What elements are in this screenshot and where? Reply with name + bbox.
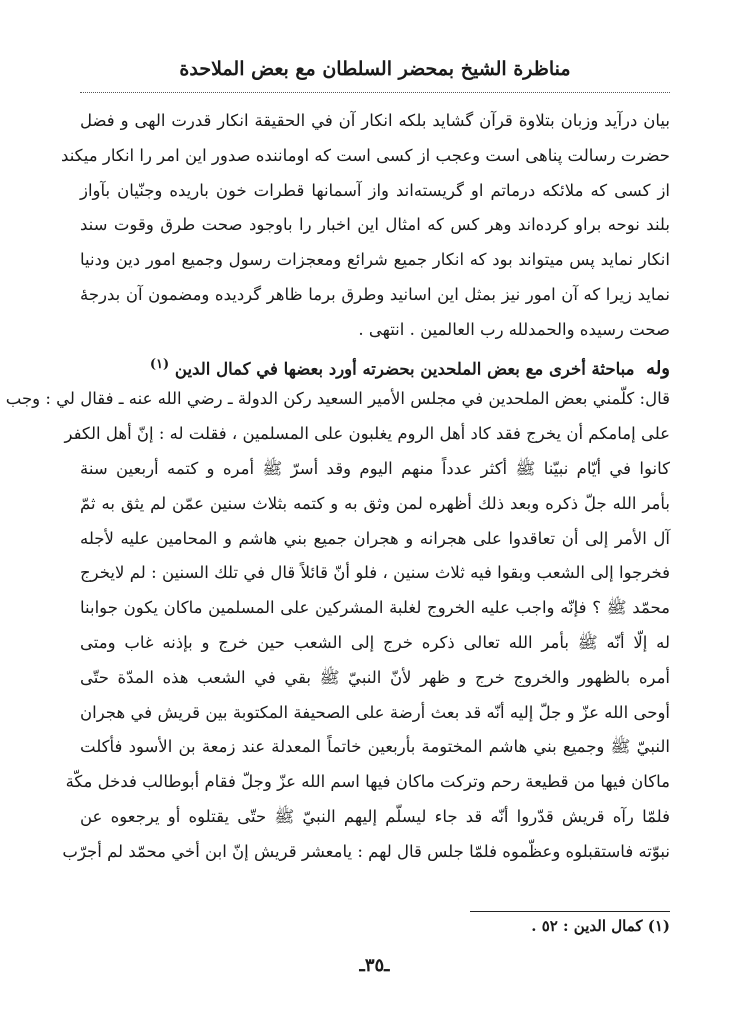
heading-lead: وله <box>646 358 670 380</box>
section-heading <box>80 348 670 383</box>
arabic-line: نبوّته فاستقبلوه وعظّموه فلمّا جلس قال لهم : يامعشر قريش إنّ ابن أخي محمّد لم أجرّب <box>62 841 670 861</box>
persian-line: بیان درآید وزبان بتلاوة قرآن گشاید بلکه انکار آن في الحقیقة انکار قدرت الهی و فضل <box>80 111 670 130</box>
footnote: (١) كمال الدين : ٥٢ . <box>531 917 670 935</box>
arabic-line: كانوا في أيّام نبيّنا ﷺ أكثر عدداً منهم اليوم وقد أسرّ ﷺ أمره و كتمه أربعين سنة <box>80 458 670 478</box>
arabic-line: على إمامكم أن يخرج فقد كاد أهل الروم يغلبون على المسلمين ، فقلت له : إنّ أهل الكفر <box>64 424 670 444</box>
arabic-line: ماكان فيها من قطيعة رحم وتركت ماكان فيها اسم الله عزّ وجلّ فقام أبوطالب فدخل مكّة <box>65 772 670 792</box>
persian-line: انکار نماید پس میتواند بود که انکار جمیع شرائع ومعجزات رسول وجمیع امور دین ودنیا <box>80 250 670 270</box>
persian-line: بلند نوحه براو کرده‌اند وهر کس که امثال این اخبار را باوجود صحت طرق وقوت سند <box>80 215 670 235</box>
running-head: مناظرة الشيخ بمحضر السلطان مع بعض الملاحدة <box>179 58 571 80</box>
persian-line: از کسی که ملائکه درماتم او گریسته‌اند واز آسمانها قطرات خون باریده وجنّیان بآواز <box>80 180 670 200</box>
persian-line: حضرت رسالت پناهی است وعجب از کسی است که اوماننده صدور این امر را انکار میکند <box>61 145 670 165</box>
arabic-line: محمّد ﷺ ؟ فإنّه واجب عليه الخروج لغلبة المشركين على المسلمين ماكان يكون جوابنا <box>80 598 670 618</box>
arabic-line: فلمّا رآه قريش قدّروا أنّه قد جاء ليسلّم إليهم النبيّ ﷺ حتّى يقتلوه أو يرجعوه عن <box>80 806 670 826</box>
heading-text: مباحثة أخرى مع بعض الملحدين بحضرته أورد بعضها في كمال الدين <box>174 359 635 379</box>
arabic-line: آل الأمر إلى أن تعاقدوا على هجرانه و هجران جميع بني هاشم و المحامين عليه لأجله <box>80 528 670 548</box>
header-divider <box>80 92 670 93</box>
page-number: ـ٣٥ـ <box>359 955 390 976</box>
arabic-line: له إلّا أنّه ﷺ بأمر الله تعالى ذكره خرج إلى الشعب حين خرج و بإذنه غاب ومتى <box>80 632 670 652</box>
arabic-line: فخرجوا إلى الشعب وبقوا فيه ثلاث سنين ، فلو أنّ قائلاً قال في تلك السنين : لم لايخرج <box>80 563 670 583</box>
body-text <box>5 104 670 870</box>
arabic-line: أمره بالظهور والخروج خرج و ظهر لأنّ النبيّ ﷺ بقي في الشعب هذه المدّة حتّى <box>80 667 670 687</box>
persian-line: صحت رسیده والحمدلله رب العالمین . انتهی . <box>358 319 670 339</box>
footnote-divider <box>470 911 670 912</box>
persian-line: نماید زیرا که آن امور نیز بمثل این اسانید وطرق برما ظاهر گردیده ومضمون آن بدرجهٔ <box>80 284 670 304</box>
arabic-line: قال: كلّمني بعض الملحدين في مجلس الأمير السعيد ركن الدولة ـ رضي الله عنه ـ فقال لي : وجب <box>5 389 670 409</box>
arabic-line: النبيّ ﷺ وجميع بني هاشم المختومة بأربعين خاتماً المعدلة عند زمعة بن الأسود فأكلت <box>80 737 670 757</box>
arabic-line: بأمر الله جلّ ذكره وبعد ذلك أظهره لمن وثق به و كتمه بثلاث سنين عمّن لم يثق به ثمّ <box>80 493 670 513</box>
footnote-reference: (١) <box>149 356 170 372</box>
arabic-line: أوحى الله عزّ و جلّ إليه أنّه قد بعث أرضة على الصحيفة المكتوبة بين قريش في هجران <box>80 702 670 722</box>
